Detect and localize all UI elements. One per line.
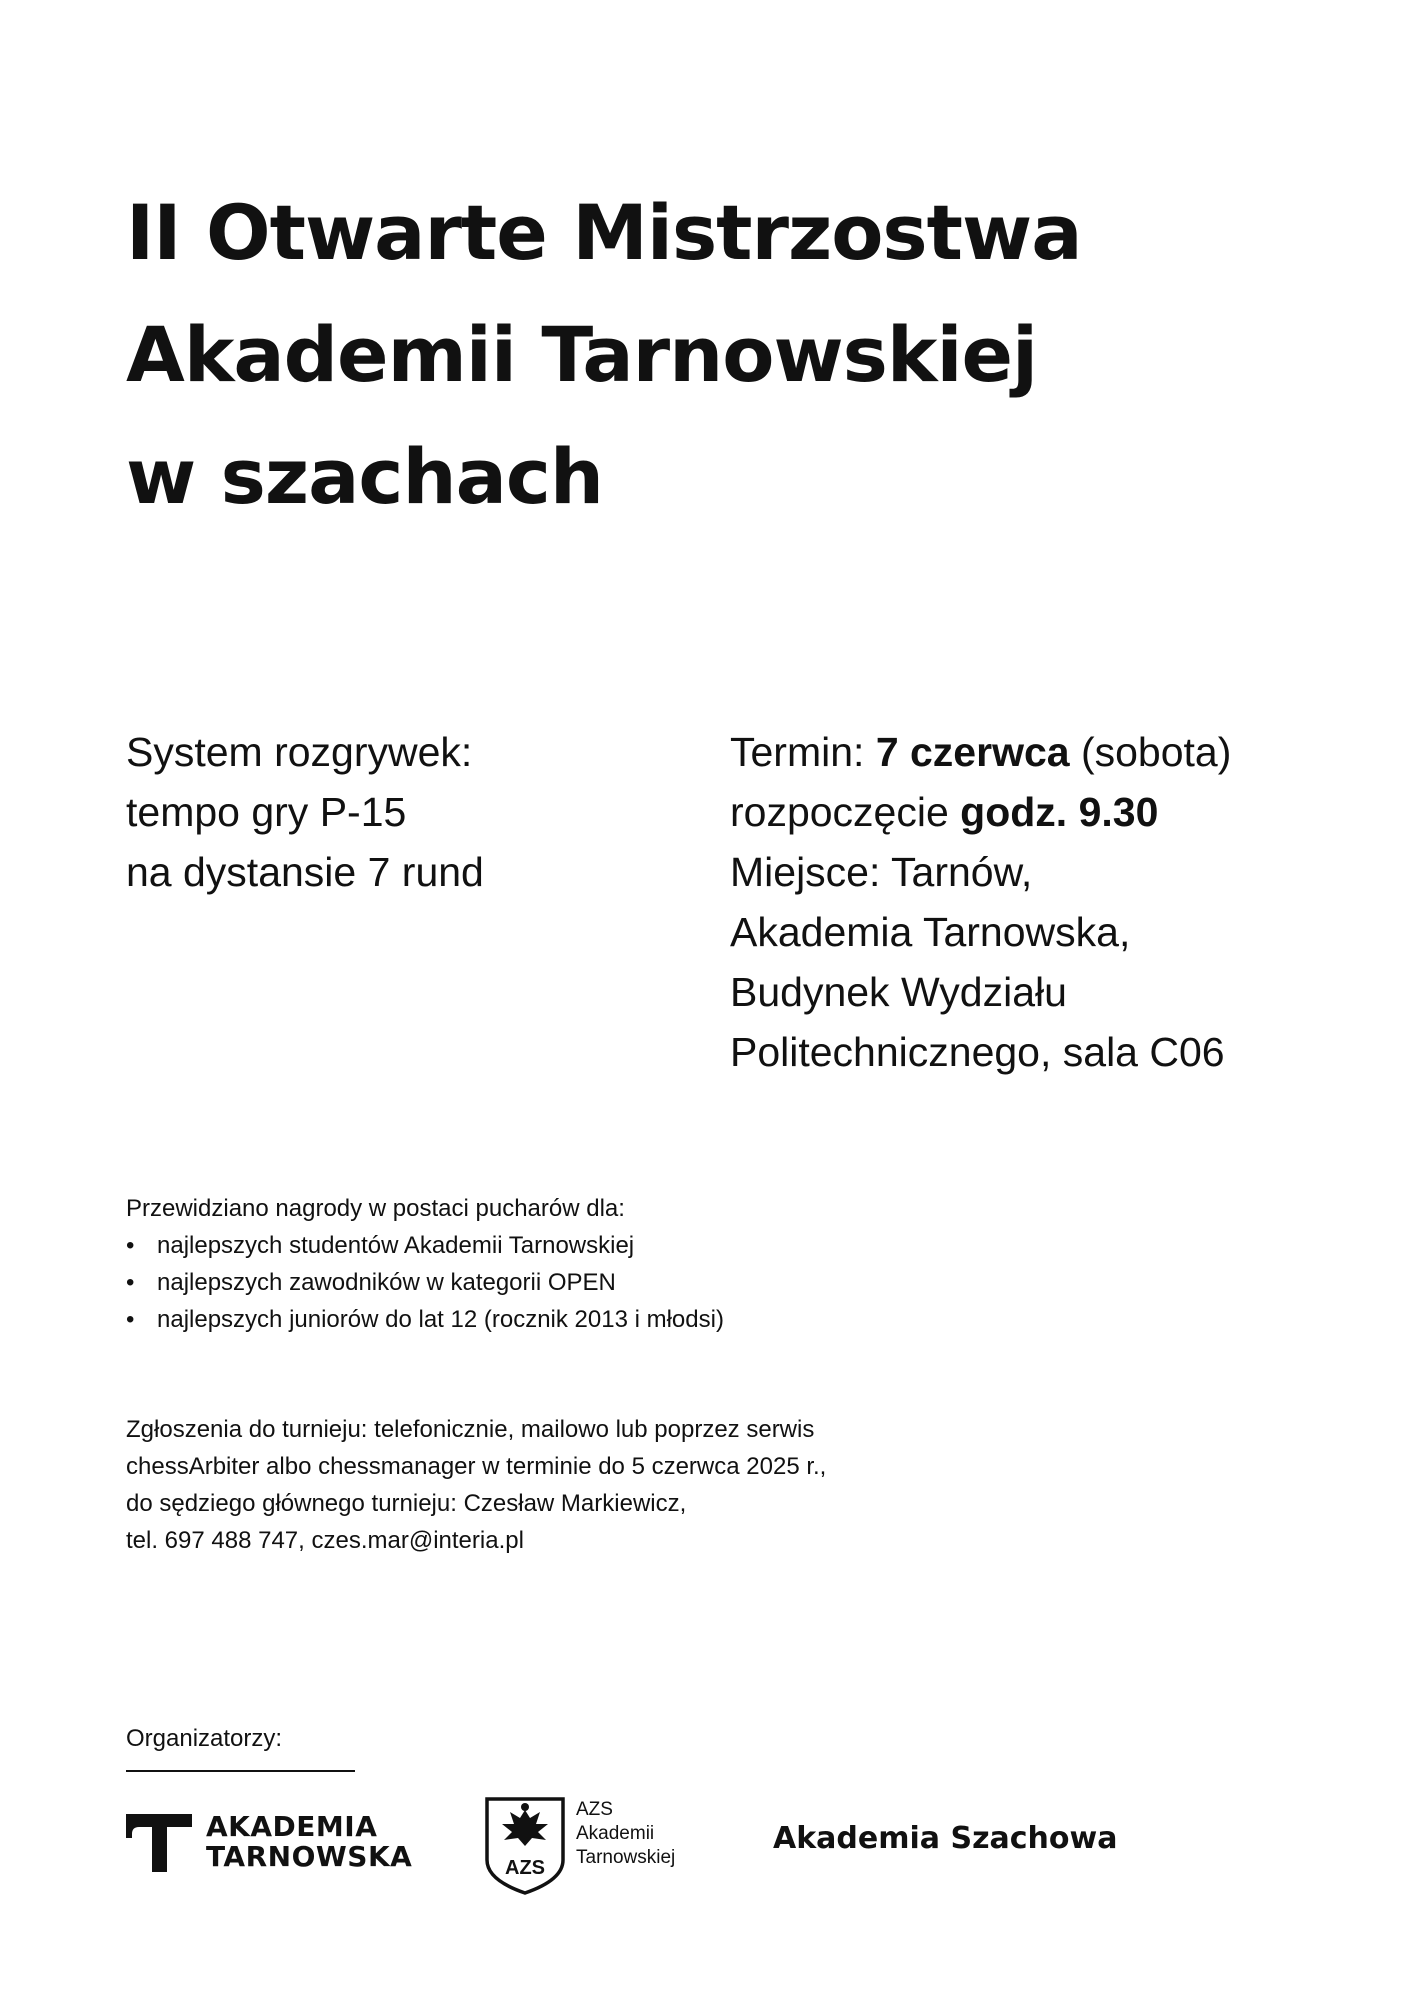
prizes-list: [126, 1227, 724, 1338]
list-item: [126, 1301, 724, 1338]
registration-line-1: Zgłoszenia do turnieju: telefonicznie, mailowo lub poprzez serwis: [126, 1416, 815, 1443]
prize-text: najlepszych juniorów do lat 12 (rocznik 2013 i młodsi): [157, 1306, 724, 1333]
at-logo-line-1: AKADEMIA: [206, 1810, 378, 1843]
prizes-intro: Przewidziano nagrody w postaci pucharów dla:: [126, 1195, 625, 1222]
akademia-szachowa-logo: Akademia Szachowa: [773, 1821, 1118, 1856]
prizes-block: [126, 1190, 724, 1338]
bullet-icon: •: [126, 1269, 135, 1296]
registration-contact: tel. 697 488 747, czes.mar@interia.pl: [126, 1527, 524, 1554]
azs-line-1: AZS: [576, 1799, 613, 1820]
registration-line-3: do sędziego głównego turnieju: Czesław Markiewicz,: [126, 1490, 687, 1517]
event-details-block: [730, 722, 1231, 1082]
title-line-3: w szachach: [126, 432, 604, 521]
date-suffix: (sobota): [1069, 729, 1232, 775]
azs-logo: [484, 1796, 714, 1896]
system-tempo: tempo gry P-15: [126, 789, 407, 835]
akademia-tarnowska-wordmark: [206, 1812, 412, 1872]
start-value: godz. 9.30: [960, 789, 1159, 835]
azs-eagle-emblem-icon: [484, 1796, 566, 1896]
azs-wordmark: [576, 1798, 675, 1870]
game-system-block: [126, 722, 484, 902]
place-line-4: Politechnicznego, sala C06: [730, 1029, 1225, 1075]
place-line-2: Akademia Tarnowska,: [730, 909, 1131, 955]
bullet-icon: •: [126, 1306, 135, 1333]
start-label: rozpoczęcie: [730, 789, 961, 835]
place-line-3: Budynek Wydziału: [730, 969, 1067, 1015]
registration-line-2: chessArbiter albo chessmanager w terminie do 5 czerwca 2025 r.,: [126, 1453, 827, 1480]
prize-text: najlepszych zawodników w kategorii OPEN: [157, 1269, 616, 1296]
bullet-icon: •: [126, 1232, 135, 1259]
organizers-label: Organizatorzy:: [126, 1725, 283, 1752]
azs-line-2: Akademii: [576, 1823, 655, 1844]
akademia-tarnowska-logo: [126, 1812, 446, 1872]
akademia-tarnowska-mark-icon: [126, 1814, 192, 1872]
title-line-1: II Otwarte Mistrzostwa: [126, 188, 1082, 277]
registration-block: [126, 1411, 826, 1559]
start-line: [730, 782, 1231, 842]
date-line: [730, 722, 1231, 782]
azs-emblem-text: AZS: [505, 1857, 545, 1879]
system-heading: System rozgrywek:: [126, 729, 473, 775]
title-line-2: Akademii Tarnowskiej: [126, 310, 1038, 399]
at-logo-line-2: TARNOWSKA: [206, 1840, 413, 1873]
list-item: [126, 1264, 724, 1301]
prize-text: najlepszych studentów Akademii Tarnowskiej: [157, 1232, 635, 1259]
system-rounds: na dystansie 7 rund: [126, 849, 484, 895]
date-label: Termin:: [730, 729, 876, 775]
azs-line-3: Tarnowskiej: [576, 1847, 676, 1868]
organizers-divider: [126, 1770, 355, 1772]
list-item: [126, 1227, 724, 1264]
date-value: 7 czerwca: [875, 729, 1070, 775]
place-line-1: Miejsce: Tarnów,: [730, 849, 1033, 895]
page-title: [126, 172, 1082, 538]
